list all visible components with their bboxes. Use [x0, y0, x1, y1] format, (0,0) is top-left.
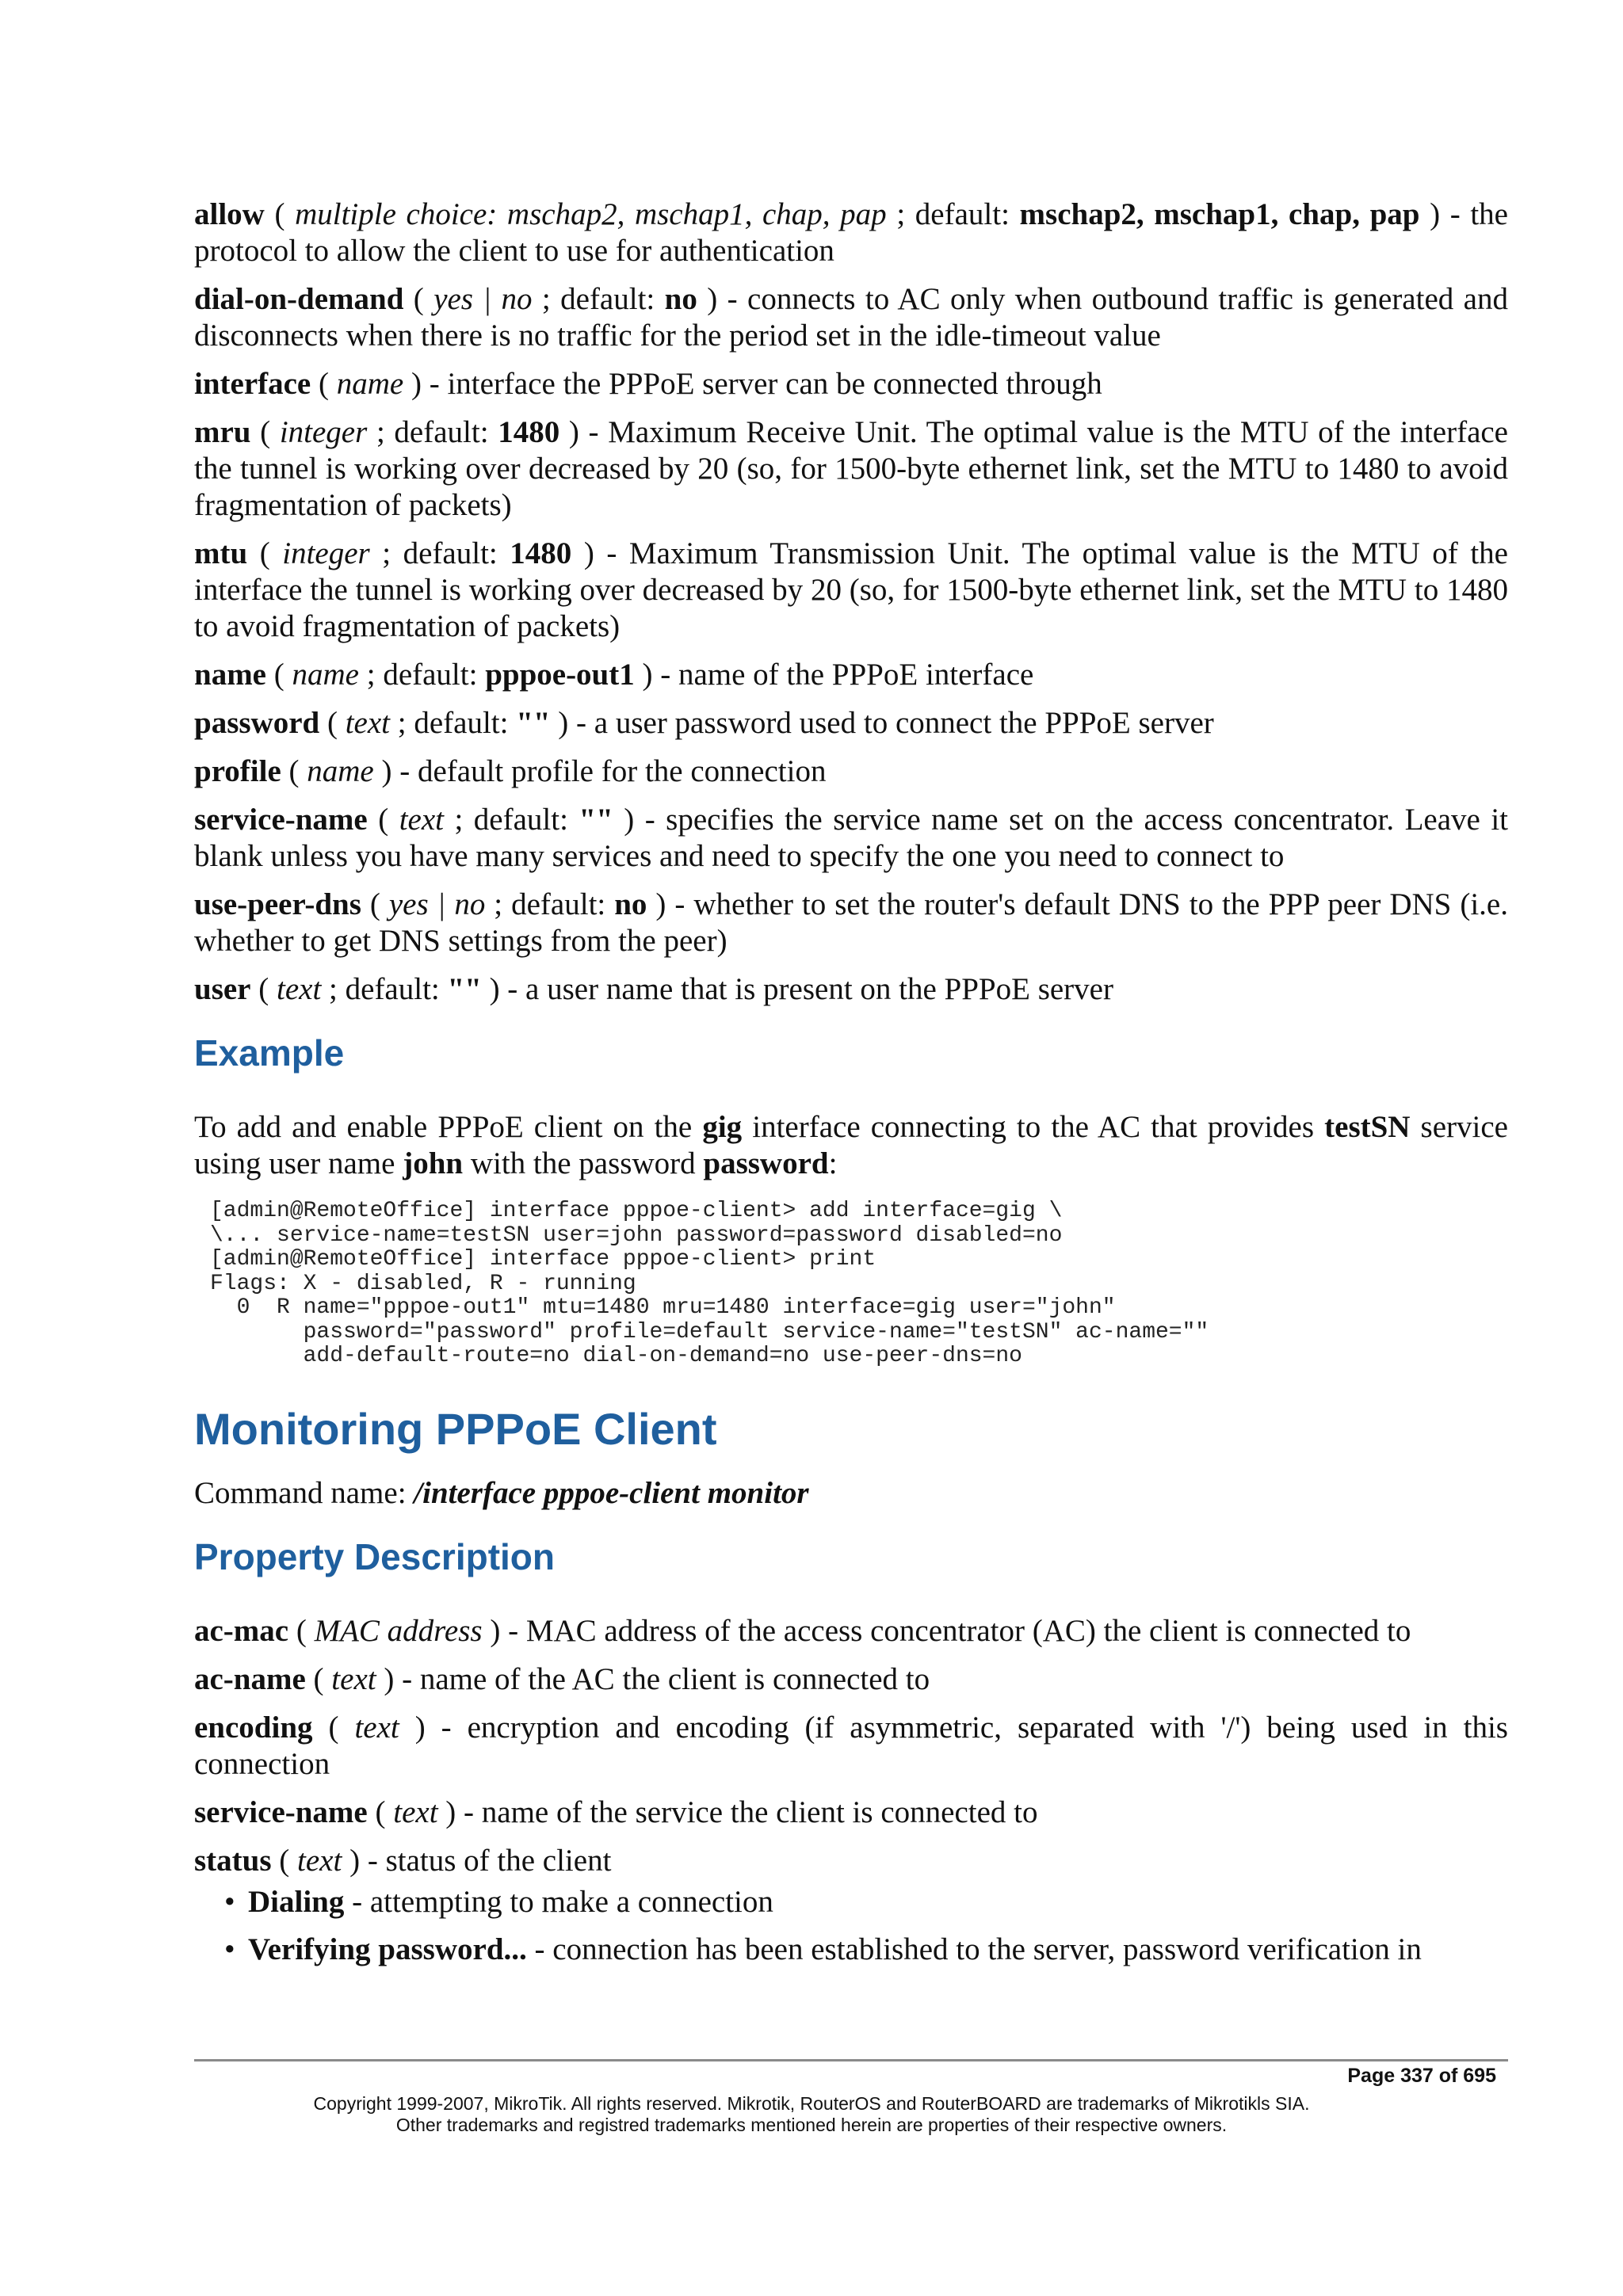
property-name: dial-on-demand [194, 282, 404, 316]
property-type: text [393, 1794, 438, 1829]
property-description: the protocol to allow the client to use for authentication [194, 197, 1508, 268]
property-description: name of the service the client is connected to [481, 1794, 1038, 1829]
property-description: connects to AC only when outbound traffic is generated and disconnects when there is no traffic for the period set in the idle-timeout value [194, 282, 1508, 353]
property-description: encryption and encoding (if asymmetric, separated with '/') being used in this connection [194, 1710, 1508, 1781]
property-name: use-peer-dns [194, 887, 361, 921]
bold-term: john [403, 1146, 464, 1180]
footer-divider [194, 2059, 1508, 2061]
property-dial-on-demand: dial-on-demand ( yes | no ; default: no ) - connects to AC only when outbound traffic is generated and disconnects when there is no traffic for the period set in the idle-timeout value [194, 282, 1508, 353]
property-description: Maximum Transmission Unit. The optimal value is the MTU of the interface the tunnel is working over decreased by 20 (so, for 1500-byte ethernet link, set the MTU to 1480 to avoid fragmentation of packets) [194, 536, 1508, 643]
text-span: with the password [463, 1146, 704, 1180]
property-use-peer-dns: use-peer-dns ( yes | no ; default: no ) - whether to set the router's default DNS to the PPP peer DNS (i.e. whether to get DNS settings from the peer) [194, 887, 1508, 958]
property-default: "" [447, 972, 482, 1006]
property-user: user ( text ; default: "" ) - a user name that is present on the PPPoE server [194, 972, 1113, 1006]
property-type: text [277, 972, 322, 1006]
property-name: ac-name [194, 1661, 306, 1696]
property-description: a user password used to connect the PPPoE server [594, 706, 1214, 740]
property-description: Maximum Receive Unit. The optimal value is the MTU of the interface the tunnel is working over decreased by 20 (so, for 1500-byte ethernet link, set the MTU to 1480 to avoid fragmentation of packets) [194, 415, 1508, 522]
property-type: text [345, 706, 391, 740]
list-item: • Dialing - attempting to make a connection [224, 1884, 773, 1919]
status-list [194, 1884, 1508, 1968]
property-ac-mac: ac-mac ( MAC address ) - MAC address of the access concentrator (AC) the client is connected to [194, 1613, 1411, 1648]
page-number: Page 337 of 695 [1347, 2065, 1496, 2087]
property-name: encoding [194, 1710, 313, 1745]
page-content [194, 196, 1508, 1979]
bold-term: password [703, 1146, 829, 1180]
property-mru: mru ( integer ; default: 1480 ) - Maximum Receive Unit. The optimal value is the MTU of the interface the tunnel is working over decreased by 20 (so, for 1500-byte ethernet link, set the MTU to 1480 to avoid fragmentation of packets) [194, 415, 1508, 522]
copyright-line-2: Other trademarks and registred trademarks mentioned herein are properties of their respective owners. [395, 2115, 1228, 2135]
text-span: : [828, 1146, 838, 1180]
property-default: pppoe-out1 [485, 658, 635, 692]
property-name: ac-mac [194, 1613, 289, 1648]
property-description: status of the client [385, 1843, 612, 1878]
bullet-icon: • [224, 1884, 235, 1919]
property-default: "" [516, 706, 551, 740]
property-type: yes | no [433, 282, 533, 316]
text-span: To add and enable PPPoE client on the [194, 1110, 703, 1144]
property-monitor-service-name: service-name ( text ) - name of the service the client is connected to [194, 1794, 1038, 1829]
property-name: password [194, 706, 320, 740]
property-profile: profile ( name ) - default profile for the connection [194, 754, 827, 788]
property-description: a user name that is present on the PPPoE server [525, 972, 1113, 1006]
text-span: interface connecting to the AC that provides [742, 1110, 1325, 1144]
status-description: attempting to make a connection [369, 1884, 773, 1919]
bold-term: gig [702, 1110, 743, 1144]
property-name-field: name ( name ; default: pppoe-out1 ) - name of the PPPoE interface [194, 658, 1034, 692]
property-allow: allow ( multiple choice: mschap2, mschap1, chap, pap ; default: mschap2, mschap1, chap, pap ) - the protocol to allow the client to use for authentication [194, 197, 1508, 268]
property-default: 1480 [498, 415, 560, 449]
property-name: mru [194, 415, 251, 449]
copyright-line-1: Copyright 1999-2007, MikroTik. All rights reserved. Mikrotik, RouterOS and RouterBOARD are trademarks of Mikrotikls SIA. [313, 2093, 1310, 2114]
list-item: • Verifying password... - connection has been established to the server, password verification in [224, 1932, 1422, 1966]
property-type: multiple choice: mschap2, mschap1, chap, pap [295, 197, 887, 231]
property-name: mtu [194, 536, 248, 570]
property-interface: interface ( name ) - interface the PPPoE server can be connected through [194, 367, 1102, 401]
property-name: interface [194, 367, 311, 401]
property-ac-name: ac-name ( text ) - name of the AC the client is connected to [194, 1661, 930, 1696]
command-name-line [194, 1475, 1508, 1512]
property-type: name [307, 754, 374, 788]
monitoring-heading: Monitoring PPPoE Client [194, 1403, 717, 1454]
property-description-heading: Property Description [194, 1535, 555, 1577]
property-default: "" [579, 803, 613, 837]
property-description: MAC address of the access concentrator (AC) the client is connected to [525, 1613, 1411, 1648]
command-path: /interface pppoe-client monitor [414, 1475, 809, 1510]
property-type: yes | no [388, 887, 486, 921]
example-paragraph [194, 1109, 1508, 1182]
property-name: status [194, 1843, 272, 1878]
property-name: name [194, 658, 266, 692]
property-description: name of the AC the client is connected to [419, 1661, 930, 1696]
status-description: connection has been established to the server, password verification in [552, 1932, 1422, 1966]
bullet-icon: • [224, 1932, 235, 1966]
property-name: user [194, 972, 251, 1006]
property-encoding: encoding ( text ) - encryption and encoding (if asymmetric, separated with '/') being used in this connection [194, 1710, 1508, 1781]
property-type: text [354, 1710, 399, 1745]
property-status: status ( text ) - status of the client [194, 1843, 612, 1878]
property-default: 1480 [510, 536, 572, 570]
property-mtu: mtu ( integer ; default: 1480 ) - Maximum Transmission Unit. The optimal value is the MTU of the interface the tunnel is working over decreased by 20 (so, for 1500-byte ethernet link, set the MTU to 1480 to avoid fragmentation of packets) [194, 536, 1508, 643]
text-span: service using user name [194, 1110, 1508, 1180]
property-type: name [292, 658, 359, 692]
property-name: service-name [194, 803, 368, 837]
property-name: allow [194, 197, 265, 231]
property-type: text [331, 1661, 376, 1696]
property-type: MAC address [314, 1613, 483, 1648]
property-description: whether to set the router's default DNS to the PPP peer DNS (i.e. whether to get DNS settings from the peer) [194, 887, 1508, 958]
property-name: service-name [194, 1794, 368, 1829]
code-block: [admin@RemoteOffice] interface pppoe-client> add interface=gig \ \... service-name=testSN user=john password=password disabled=no [admin@RemoteOffice] interface pppoe-client> print Flags: X - disabled, R - running 0 R name="pppoe-out1" mtu=1480 mru=1480 interface=gig user="john" password="password" profile=default service-name="testSN" ac-name="" add-default-route=no dial-on-demand=no use-peer-dns=no [210, 1199, 1209, 1368]
property-type: text [297, 1843, 342, 1878]
property-description: name of the PPPoE interface [678, 658, 1034, 692]
property-type: integer [282, 536, 370, 570]
property-description: interface the PPPoE server can be connected through [447, 367, 1102, 401]
property-service-name: service-name ( text ; default: "" ) - specifies the service name set on the access concentrator. Leave it blank unless you have many services and need to specify the one you need to connect to [194, 803, 1508, 873]
property-default: no [664, 282, 697, 316]
property-type: text [399, 803, 444, 837]
status-term: Dialing [248, 1884, 345, 1919]
property-type: name [336, 367, 404, 401]
status-term: Verifying password... [248, 1932, 527, 1966]
property-password: password ( text ; default: "" ) - a user password used to connect the PPPoE server [194, 706, 1214, 740]
example-heading: Example [194, 1032, 345, 1074]
property-type: integer [279, 415, 368, 449]
property-default: mschap2, mschap1, chap, pap [1019, 197, 1420, 231]
property-name: profile [194, 754, 281, 788]
command-label: Command name: [194, 1475, 414, 1510]
property-description: specifies the service name set on the access concentrator. Leave it blank unless you have many services and need to specify the one you need to connect to [194, 803, 1508, 873]
property-default: no [614, 887, 647, 921]
bold-term: testSN [1324, 1110, 1411, 1144]
property-description: default profile for the connection [417, 754, 827, 788]
